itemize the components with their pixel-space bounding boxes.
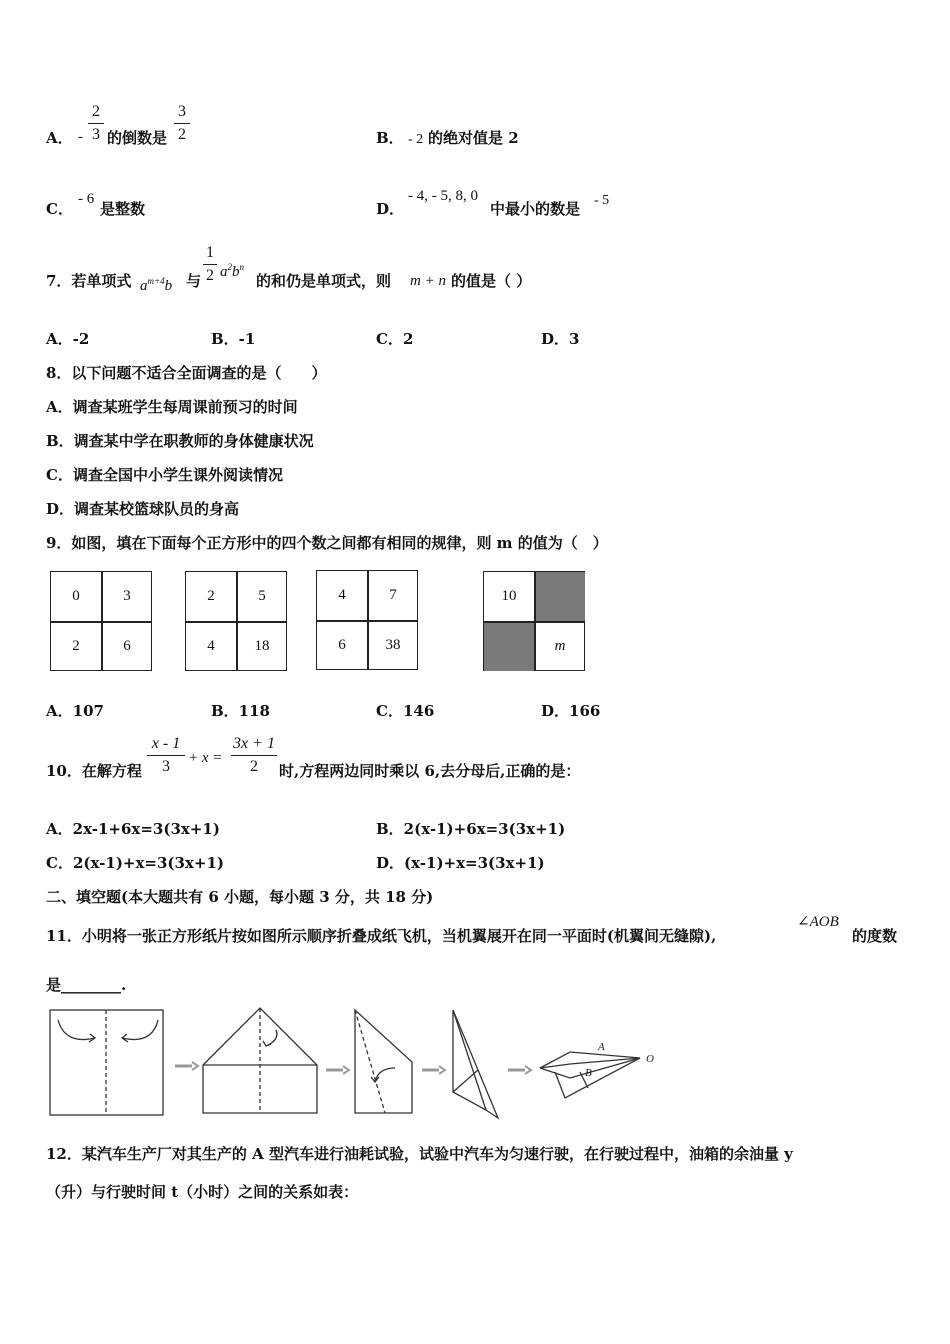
q9-sq4-shaded-bl <box>484 622 534 671</box>
q6-d-text: 中最小的数是 <box>490 200 581 218</box>
fraction-denominator: 2 <box>206 267 214 284</box>
q7-option-b: B．-1 <box>211 330 256 348</box>
fold-step-3-shape <box>355 1010 412 1113</box>
q12-line-2: （升）与行驶时间 t（小时）之间的关系如表： <box>46 1183 359 1201</box>
airplane-label-b: B <box>585 1067 592 1079</box>
q7-stem-a: 7．若单项式 <box>46 272 132 290</box>
q9-sq1-br: 6 <box>123 638 131 654</box>
q9-sq4-shaded-tr <box>535 572 585 621</box>
q9-option-a: A．107 <box>46 702 104 720</box>
fold-step-2-arrow <box>266 1030 277 1046</box>
fold-step-1-left-arrow <box>58 1020 95 1040</box>
fraction-numerator: x - 1 <box>151 735 181 752</box>
q6-a-text: 的倒数是 <box>107 129 168 147</box>
q7-term2 <box>220 257 244 282</box>
fraction-denominator: 3 <box>162 758 170 775</box>
fraction-denominator: 2 <box>250 758 258 775</box>
q9-option-d: D．166 <box>541 702 601 720</box>
q6-c-text: 是整数 <box>100 200 146 218</box>
q9-sq2-br: 18 <box>254 638 270 654</box>
q9-square-2 <box>185 571 287 671</box>
q8-option-a: A．调查某班学生每周课前预习的时间 <box>46 398 298 416</box>
q9-sq3-br: 38 <box>385 637 401 653</box>
q6-option-a-label: A． <box>46 129 73 147</box>
q9-option-c: C．146 <box>376 702 435 720</box>
q9-sq2-bl: 4 <box>207 638 215 654</box>
fold-step-3-arrow <box>375 1068 395 1082</box>
q7-term1-base: a <box>140 278 148 294</box>
q7-term2-bexp: n <box>239 262 244 272</box>
q9-square-3 <box>316 570 418 670</box>
q7-term1-exp: m+4 <box>147 276 165 286</box>
q11-stem-b: 的度数 <box>852 927 898 945</box>
q9-sq2-tr: 5 <box>258 588 266 604</box>
fraction-denominator: 3 <box>92 126 100 143</box>
fraction-numerator: 1 <box>206 244 214 261</box>
q9-sq2-tl: 2 <box>207 588 215 604</box>
q6-option-c-label: C． <box>46 200 73 218</box>
q6-b-math: - 2 <box>408 132 424 147</box>
q10-option-d: D．(x-1)+x=3(3x+1) <box>376 854 545 872</box>
q8-option-c: C．调查全国中小学生课外阅读情况 <box>46 466 283 484</box>
q6-option-b-label: B． <box>376 129 404 147</box>
q7-mid: 与 <box>186 272 202 290</box>
q7-fraction <box>203 244 217 285</box>
q10-fraction-1 <box>147 735 185 776</box>
q10-option-c: C．2(x-1)+x=3(3x+1) <box>46 854 225 872</box>
q9-sq3-tr: 7 <box>389 587 397 603</box>
q9-square-4 <box>483 571 585 671</box>
q11-angle: ∠AOB <box>797 914 839 930</box>
q9-option-b: B．118 <box>211 702 270 720</box>
q6-c-math: - 6 <box>78 191 95 207</box>
q6-d-math2: - 5 <box>594 193 610 208</box>
q7-term2-a: a <box>220 264 228 280</box>
q9-sq1-tl: 0 <box>72 588 80 604</box>
q7-option-c: C．2 <box>376 330 414 348</box>
q10-option-b: B．2(x-1)+6x=3(3x+1) <box>376 820 566 838</box>
airplane-label-a: A <box>598 1041 605 1053</box>
section-2-heading: 二、填空题(本大题共有 6 小题，每小题 3 分，共 18 分) <box>46 888 434 906</box>
q6-d-math: - 4, - 5, 8, 0 <box>408 188 478 204</box>
q11-stem-a: 11．小明将一张正方形纸片按如图所示顺序折叠成纸飞机，当机翼展开在同一平面时(机翼间无缝隙), <box>46 927 717 945</box>
fraction-numerator: 3x + 1 <box>233 735 275 752</box>
q7-term2-exp: 2 <box>227 262 232 272</box>
q6-a-fraction-1 <box>88 103 104 144</box>
q6-a-neg: - <box>78 129 83 145</box>
q9-square-1 <box>50 571 152 671</box>
q8-option-b: B．调查某中学在职教师的身体健康状况 <box>46 432 314 450</box>
fold-step-1-right-arrow <box>122 1020 158 1040</box>
q8-option-d: D．调查某校篮球队员的身高 <box>46 500 240 518</box>
q10-option-a: A．2x-1+6x=3(3x+1) <box>46 820 220 838</box>
airplane-label-o: O <box>646 1053 654 1065</box>
q10-fraction-2 <box>231 735 277 776</box>
q10-plus: + x = <box>188 750 223 766</box>
q7-stem-c: 的值是（ ） <box>451 272 532 290</box>
q7-term2-b: b <box>232 264 240 280</box>
fraction-numerator: 3 <box>178 103 186 120</box>
q8-stem: 8．以下问题不适合全面调查的是（ ） <box>46 364 327 382</box>
q9-stem: 9．如图，填在下面每个正方形中的四个数之间都有相同的规律，则 m 的值为（ ） <box>46 534 608 552</box>
q7-option-a: A．-2 <box>46 330 90 348</box>
fraction-numerator: 2 <box>92 103 100 120</box>
q10-stem-b: 时,方程两边同时乘以 6,去分母后,正确的是： <box>279 762 581 780</box>
q7-stem-b: 的和仍是单项式，则 <box>256 272 392 290</box>
paper-airplane-folding-figure <box>40 1000 680 1125</box>
q9-sq4-tl: 10 <box>501 588 517 604</box>
q7-term1 <box>140 271 172 296</box>
q11-stem-c: 是________. <box>46 976 127 994</box>
q9-sq4-br: m <box>554 638 566 654</box>
q6-b-text: 的绝对值是 2 <box>428 129 519 147</box>
q9-sq1-bl: 2 <box>72 638 80 654</box>
q9-sq3-tl: 4 <box>338 587 346 603</box>
q9-sq3-bl: 6 <box>338 637 346 653</box>
fold-step-4-shape <box>453 1010 498 1118</box>
q9-sq1-tr: 3 <box>123 588 131 604</box>
q6-a-fraction-2 <box>174 103 190 144</box>
q12-line-1: 12．某汽车生产厂对其生产的 A 型汽车进行油耗试验，试验中汽车为匀速行驶，在行驶过程中，油箱的余油量 y <box>46 1145 793 1163</box>
q7-term1-b: b <box>164 278 173 294</box>
q7-option-d: D．3 <box>541 330 580 348</box>
q10-stem-a: 10．在解方程 <box>46 762 142 780</box>
q7-expr: m + n <box>410 273 446 289</box>
q6-option-d-label: D． <box>376 200 405 218</box>
fraction-denominator: 2 <box>178 126 186 143</box>
